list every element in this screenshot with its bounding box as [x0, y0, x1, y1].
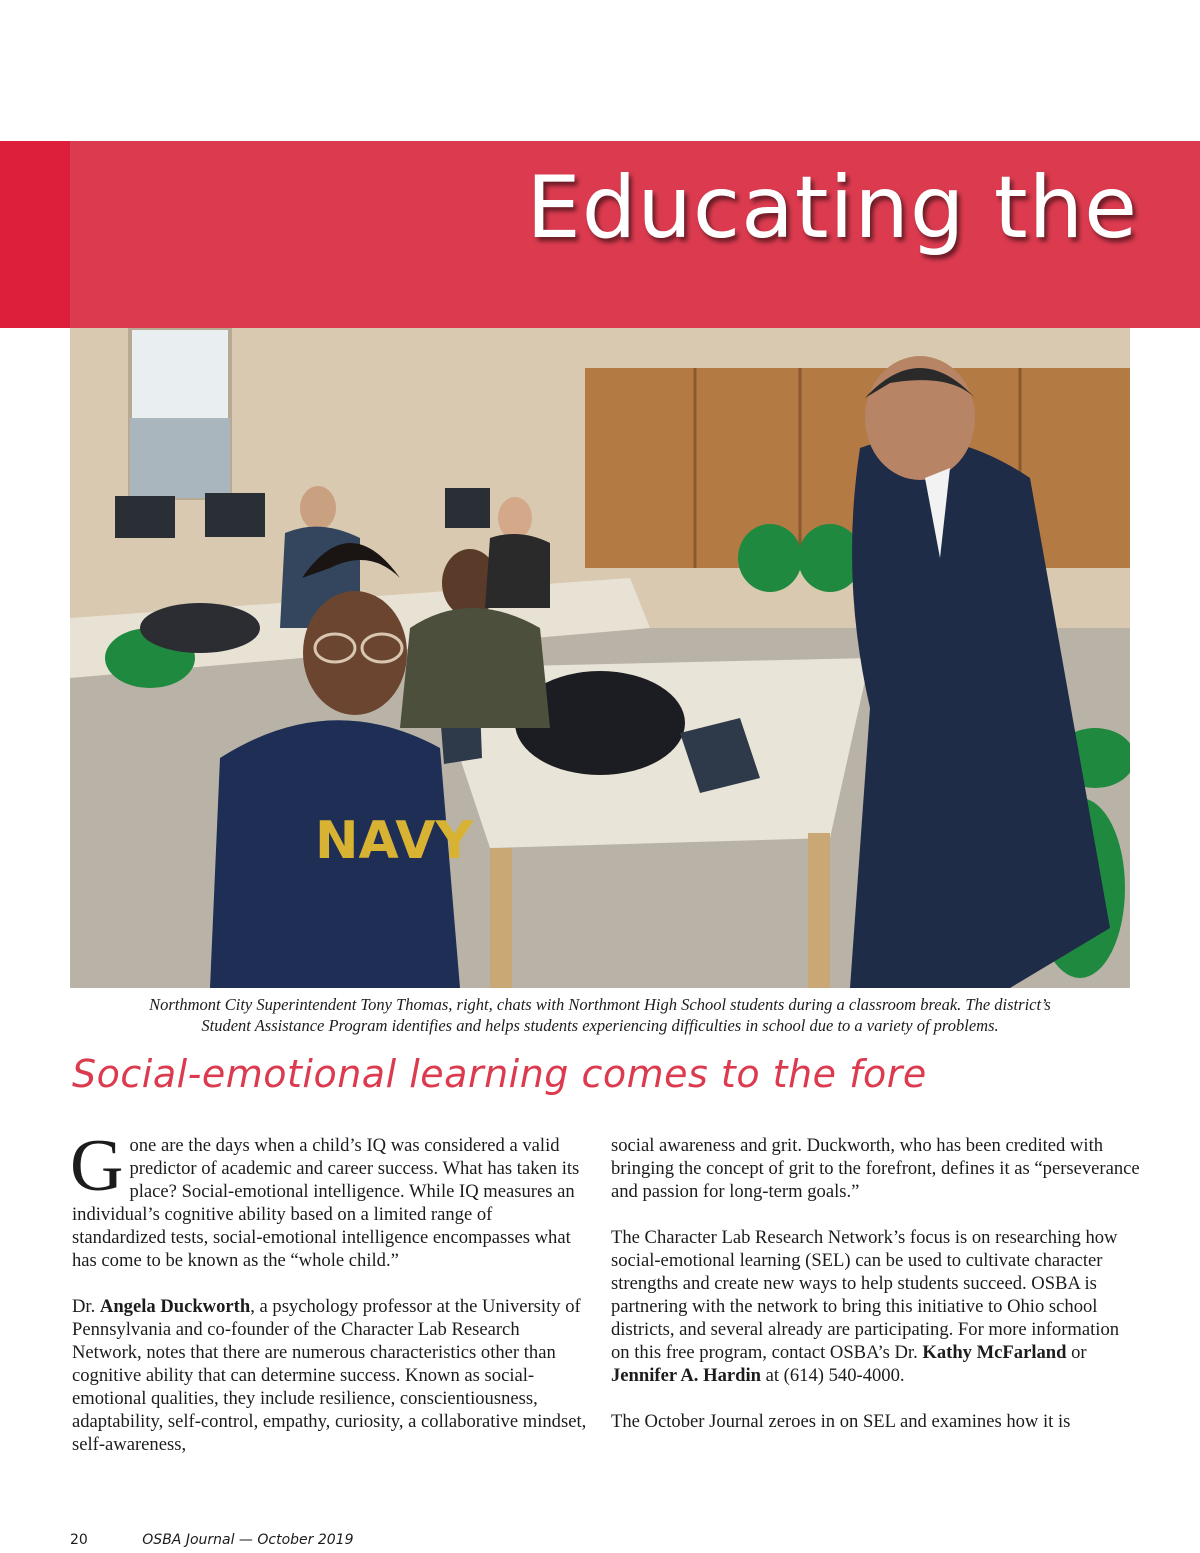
article-column-right	[611, 1134, 1141, 1456]
monitor	[445, 488, 490, 528]
drop-cap: G	[70, 1125, 124, 1207]
caption-line: Northmont City Superintendent Tony Thomas, right, chats with Northmont High School students during a classroom break. The district’s	[149, 995, 1051, 1014]
banner-accent	[0, 141, 70, 328]
page-title: Educating the	[526, 158, 1138, 258]
page-footer	[70, 1532, 354, 1548]
person-name: Kathy McFarland	[922, 1342, 1067, 1363]
backpack	[140, 603, 260, 653]
paragraph-text: Dr.	[72, 1296, 100, 1317]
photo-caption	[60, 994, 1140, 1036]
person-name: Angela Duckworth	[99, 1296, 251, 1317]
person-name: Jennifer A. Hardin	[611, 1365, 761, 1386]
monitor	[205, 493, 265, 537]
caption-line: Student Assistance Program identifies and helps students experiencing difficulties in school due to a variety of problems.	[201, 1016, 999, 1035]
paragraph	[70, 1125, 590, 1272]
journal-name: OSBA Journal — October 2019	[142, 1532, 354, 1548]
classroom-photo	[70, 328, 1130, 988]
page-number: 20	[70, 1532, 88, 1548]
paragraph	[611, 1226, 1141, 1387]
paragraph	[72, 1295, 590, 1456]
photo-illustration	[70, 328, 1130, 988]
paragraph-text: at (614) 540-4000.	[760, 1365, 905, 1386]
paragraph-text: The Character Lab Research Network’s focus is on researching how social-emotional learning (SEL) can be used to cultivate character strengths and create new ways to help students succeed. OSBA is partnering with the network to bring this initiative to Ohio school districts, and several already are participating. For more information on this free program, contact OSBA’s Dr.	[611, 1227, 1120, 1363]
paragraph: social awareness and grit. Duckworth, who has been credited with bringing the concept of grit to the forefront, defines it as “perseverance and passion for long-term goals.”	[611, 1135, 1140, 1202]
window-lower	[130, 418, 230, 498]
hoodie-logo: NAVY	[315, 811, 474, 871]
paragraph-text: , a psychology professor at the University of Pennsylvania and co-founder of the Character Lab Research Network, notes that there are numerous characteristics other than cognitive ability that can determine success. Known as social-emotional qualities, they include resilience, conscientiousness, adaptability, self-control, empathy, curiosity, a collaborative mindset, self-awareness,	[72, 1296, 587, 1455]
paragraph-text: one are the days when a child’s IQ was considered a valid predictor of academic and career success. What has taken its place? Social-emotional intelligence. While IQ measures an individual’s cognitive ability based on a limited range of standardized tests, social-emotional intelligence encompasses what has come to be known as the “whole child.”	[72, 1135, 580, 1271]
monitor	[115, 496, 175, 538]
paragraph-text: or	[1066, 1342, 1087, 1363]
chair	[738, 524, 802, 592]
paragraph: The October Journal zeroes in on SEL and examines how it is	[611, 1411, 1071, 1432]
article-subtitle: Social-emotional learning comes to the fore	[72, 1052, 927, 1096]
student-body	[400, 608, 550, 728]
article-column-left	[70, 1125, 590, 1479]
